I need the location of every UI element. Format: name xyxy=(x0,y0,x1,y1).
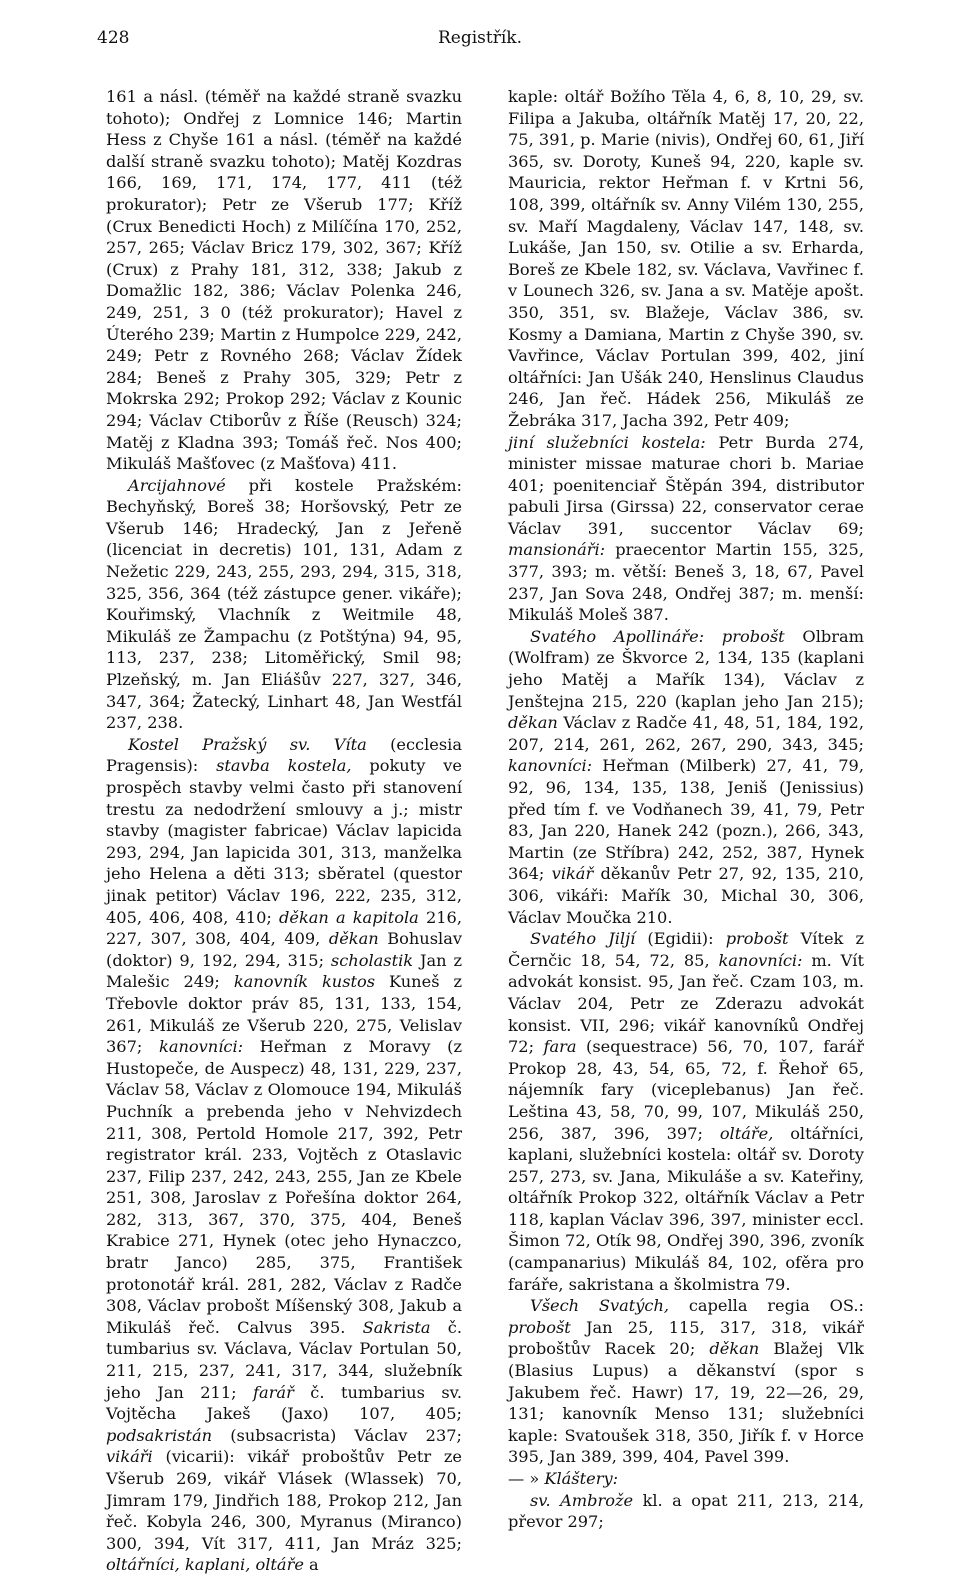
entry-text: Václav z Radče 41, 48, 51, 184, 192, 207, 214, 261, 262, 267, 290, 343, 345; xyxy=(508,713,864,754)
italic-term: probošt xyxy=(508,1317,571,1337)
entry-text: Vítek z Černčic 18, 54, 72, 85, xyxy=(508,929,864,970)
entry-text: (sequestrace) 56, 70, 107, farář Prokop 28, 43, 54, 65, 72, f. Řehoř 65, nájemník fary (viceplebanus) Jan řeč. Leština 43, 58, 70, 99, 107, Mikuláš 250, 256, 387, 396, 397; xyxy=(508,1037,864,1143)
register-entry xyxy=(508,626,864,928)
entry-text: Heřman (Milberk) 27, 41, 79, 92, 96, 134, 135, 138, Jeniš (Jenissius) před tím f. ve Vodňanech 39, 41, 79, Petr 83, Jan 220, Hanek 242 (pozn.), 266, 343, Martin (ze Stříbra) 242, 252, 387, Hynek 364; xyxy=(508,756,864,884)
entry-continuation: kaple: oltář Božího Těla 4, 6, 8, 10, 29, sv. Filipa a Jakuba, oltářník Matěj 17, 20, 22, 75, 391, p. Marie (nivis), Ondřej 60, 61, Jiří 365, sv. Doroty, Kuneš 94, 220, kaple sv. Mauricia, rektor Heřman f. v Krtni 56, 108, 399, oltářník sv. Anny Vilém 130, 255, sv. Maří Magdaleny, Václav 147, 148, sv. Lukáše, Jan 150, sv. Otilie a sv. Erharda, Boreš ze Kbele 182, sv. Václava, Vavřinec f. v Lounech 326, sv. Jana a sv. Matěje apošt. 350, 351, sv. Blažeje, Václav 386, sv. Kosmy a Damiana, Martin z Chyše 390, sv. Vavřince, Václav Portulan 399, 402, jiní oltářníci: Jan Ušák 240, Henslinus Claudus 246, Jan řeč. Hádek 256, Mikuláš ze Žebráka 317, Jacha 392, Petr 409; xyxy=(508,87,864,430)
entry-text: Petr Burda 274, minister missae maturae chori b. Mariae 401; poenitenciař Štěpán 394, distributor pabuli Jirsa (Girssa) 22, conservator cerae Václav 391, succentor Václav 69; xyxy=(508,432,865,538)
italic-term: kanovníci: xyxy=(508,756,593,776)
right-column xyxy=(508,86,864,1533)
register-entry xyxy=(508,928,864,1295)
entry-text: capella regia OS.: xyxy=(669,1296,864,1316)
italic-term: Svatého Apollináře: probošt xyxy=(530,626,785,646)
entry-text: — » xyxy=(508,1469,545,1488)
entry-text: 216, 227, 307, 308, 404, 409, xyxy=(106,907,462,949)
entry-text: pokuty ve prospěch stavby velmi často při stanovení trestu za nedodržení smlouvy a j.; mistr stavby (magister fabricae) Václav lapicida 293, 294, Jan lapicida 301, 313, manželka jeho Helena a děti 313; sběratel (questor jinak petitor) Václav 196, 222, 235, 312, 405, 406, 408, 410; xyxy=(106,756,462,927)
italic-term: probošt xyxy=(725,929,789,949)
subheading-entry xyxy=(508,1468,864,1490)
italic-term: Arcijahnové xyxy=(128,475,226,495)
italic-term: mansionáři: xyxy=(508,540,606,560)
italic-term: kanovníci: xyxy=(718,950,803,970)
entry-text: (vicarii): vikář proboštův Petr ze Všerub 269, vikář Vlásek (Wlassek) 70, Jimram 179, Jindřich 188, Prokop 212, Jan řeč. Kobyla 246, 300, Myranus (Miranco) 300, 394, Vít 317, 411, Jan Mráz 325; xyxy=(106,1447,462,1553)
italic-term: děkan xyxy=(709,1339,760,1359)
entry-text: (subsacrista) Václav 237; xyxy=(212,1425,462,1445)
register-entry xyxy=(508,432,864,626)
entry-text: (Egidii): xyxy=(635,929,726,949)
register-entry xyxy=(106,475,462,734)
register-entry xyxy=(508,1295,864,1468)
italic-term: děkan a kapitola xyxy=(279,907,419,927)
entry-text: při kostele Pražském: Bechyňský, Boreš 38; Horšovský, Petr ze Všerub 146; Hradecký, Jan z Jeřeně (licenciat in decretis) 101, 131, Adam z Nežetic 229, 243, 255, 293, 294, 315, 318, 325, 356, 364 (též zástupce gener. vikáře); Kouřimský, Vlachník z Weitmile 48, Mikuláš ze Žampachu (z Potštýna) 94, 95, 113, 237, 238; Litoměřický, Smil 98; Plzeňský, m. Jan Eliášův 227, 327, 346, 347, 364; Žatecký, Linhart 48, Jan Westfál 237, 238. xyxy=(106,475,462,733)
left-column xyxy=(106,86,462,1576)
italic-term: oltářníci, kaplani, oltáře xyxy=(106,1555,304,1575)
entry-text: praecentor Martin 155, 325, 377, 393; m. větší: Beneš 3, 18, 67, Pavel 237, Jan Sova 248, Ondřej 387; m. menší: Mikuláš Moleš 387. xyxy=(508,540,864,625)
italic-term: jiní služebníci kostela: xyxy=(508,432,706,452)
italic-term: děkan xyxy=(328,929,379,949)
entry-text: č. tumbarius sv. Václava, Václav Portulan 50, 211, 215, 237, 241, 317, 344, služebník jeho Jan 211; xyxy=(106,1317,463,1402)
register-entry xyxy=(106,734,462,1576)
entry-text: č. tumbarius sv. Vojtěcha Jakeš (Jaxo) 107, 405; xyxy=(106,1382,463,1424)
italic-term: scholastik xyxy=(330,950,414,970)
italic-term: fara xyxy=(543,1037,577,1057)
entry-text: děkanův Petr 27, 92, 135, 210, 306, vikáři: Mařík 30, Michal 30, 306, Václav Moučka 210. xyxy=(508,864,864,927)
entry-text: a xyxy=(303,1555,319,1575)
entry-continuation: 161 a násl. (téměř na každé straně svazku tohoto); Ondřej z Lomnice 146; Martin Hess z Chyše 161 a násl. (téměř na každé další straně svazku tohoto); Matěj Kozdras 166, 169, 171, 174, 177, 411 (též prokurator); Petr ze Všerub 177; Kříž (Crux Benedicti Hoch) z Milíčína 170, 252, 257, 265; Václav Bricz 179, 302, 367; Kříž (Crux) z Prahy 181, 312, 338; Jakub z Domažlic 182, 386; Václav Polenka 246, 249, 251, 3 0 (též prokurator); Havel z Úterého 239; Martin z Humpolce 229, 242, 249; Petr z Rovného 268; Václav Žídek 284; Beneš z Prahy 305, 329; Petr z Mokrska 292; Prokop 292; Václav z Kounic 294; Václav Ctiborův z Říše (Reusch) 324; Matěj z Kladna 393; Tomáš řeč. Nos 400; Mikuláš Mašťovec (z Mašťova) 411. xyxy=(106,87,462,474)
entry-text: Olbram (Wolfram) ze Škvorce 2, 134, 135 (kaplani jeho Matěj a Mařík 134), Václav z Jenštejna 215, 220 (kaplan jeho Jan 215); xyxy=(508,626,864,711)
page-header xyxy=(0,28,960,54)
entry-text: m. Vít advokát konsist. 95, Jan řeč. Czam 103, m. Václav 204, Petr ze Zderazu advokát konsist. VII, 296; vikář kanovníků Ondřej 72; xyxy=(508,950,864,1057)
entry-text: Bohuslav (doktor) 9, 192, 294, 315; xyxy=(106,929,462,970)
entry-text: Jan z Malešic 249; xyxy=(106,950,462,992)
italic-term: vikáři xyxy=(106,1447,153,1467)
entry-text: Blažej Vlk (Blasius Lupus) a děkanství (spor s Jakubem řeč. Hawr) 17, 19, 22—26, 29, 131; kanovník Menso 131; služebníci kaple: Svatoušek 318, 350, Jiřík f. v Horce 395, Jan 389, 399, 404, Pavel 399. xyxy=(508,1339,864,1467)
italic-term: Kostel Pražský sv. Víta xyxy=(128,734,367,754)
italic-term: podsakristán xyxy=(106,1425,213,1445)
italic-term: děkan xyxy=(508,713,558,733)
entry-text: kl. a opat 211, 213, 214, převor 297; xyxy=(508,1490,864,1532)
running-title: Registřík. xyxy=(437,28,522,48)
register-entry xyxy=(508,1490,864,1533)
entry-text: Kuneš z Třebovle doktor práv 85, 131, 133, 154, 261, Mikuláš ze Všerub 220, 275, Velislav 367; xyxy=(106,972,462,1057)
italic-term: Kláštery: xyxy=(544,1469,619,1488)
italic-term: oltáře, xyxy=(719,1123,774,1143)
italic-term: Sakrista xyxy=(362,1317,431,1337)
entry-text: (ecclesia Pragensis): xyxy=(106,734,462,776)
italic-term: vikář xyxy=(551,864,594,884)
italic-term: Všech Svatých, xyxy=(530,1296,670,1316)
italic-term: sv. Ambrože xyxy=(530,1490,634,1510)
italic-term: Svatého Jiljí xyxy=(530,929,636,949)
page-number: 428 xyxy=(97,28,130,48)
entry-text: oltářníci, kaplani, služebníci kostela: oltář sv. Doroty 257, 273, sv. Jana, Mikuláše a sv. Kateřiny, oltářník Prokop 322, oltářník Václav a Petr 118, kaplan Václav 396, 397, minister eccl. Šimon 72, Otík 98, Ondřej 390, 396, zvoník (campanarius) Mikuláš 84, 102, ofěra pro faráře, sakristana a školmistra 79. xyxy=(508,1123,864,1294)
entry-text: Jan 25, 115, 317, 318, vikář proboštův Racek 20; xyxy=(508,1317,864,1359)
italic-term: farář xyxy=(253,1382,294,1402)
italic-term: kanovníci: xyxy=(159,1037,244,1057)
entry-text: Heřman z Moravy (z Hustopeče, de Auspecz) 48, 131, 229, 237, Václav 58, Václav z Olomouce 194, Mikuláš Puchník a prebenda jeho v Nehvizdech 211, 308, Pertold Homole 217, 392, Petr registrator král. 233, Vojtěch z Otaslavic 237, Filip 237, 242, 243, 255, Jan ze Kbele 251, 308, Jaroslav z Pořešína doktor 264, 282, 313, 367, 370, 375, 404, Beneš Krabice 271, Hynek (otec jeho Hynaczco, bratr Janco) 285, 375, František protonotář král. 281, 282, Václav z Radče 308, Václav probošt Míšenský 308, Jakub a Mikuláš řeč. Calvus 395. xyxy=(106,1037,462,1337)
italic-term: stavba kostela, xyxy=(216,756,352,776)
italic-term: kanovník kustos xyxy=(233,972,376,992)
